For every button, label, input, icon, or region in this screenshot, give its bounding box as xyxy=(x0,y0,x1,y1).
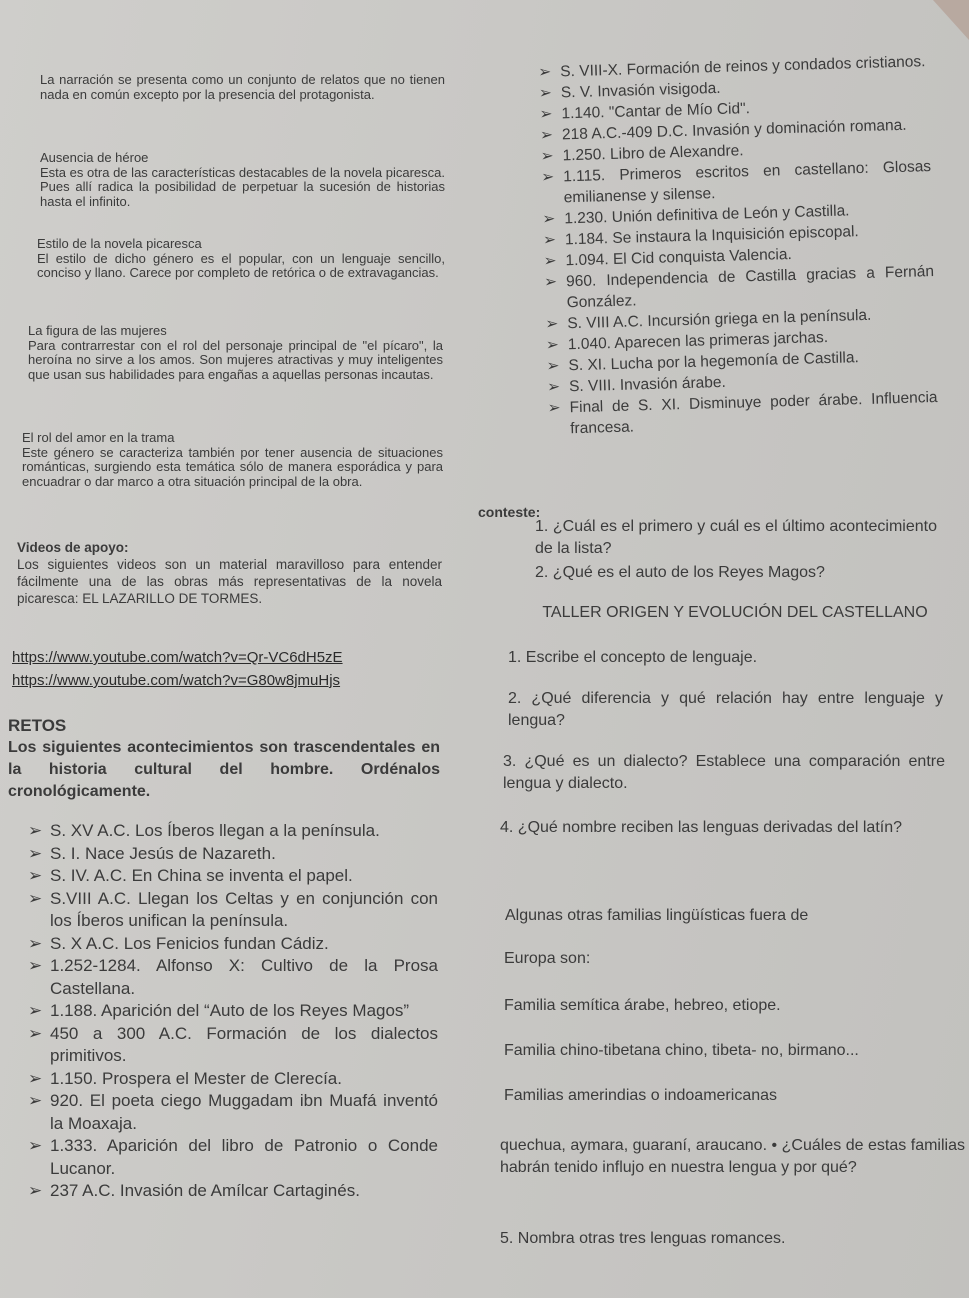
videos-text: Los siguientes videos son un material maravilloso para entender fácilmente una de las obras más representativas de la novela picaresca: EL LAZARILLO DE TORMES. xyxy=(17,557,442,606)
retos-intro: Los siguientes acontecimientos son trascendentales en la historia cultural del hombre. Ordénalos cronológicamente. xyxy=(8,739,440,800)
event-item: ➢ 1.040. Aparecen las primeras jarchas. xyxy=(545,329,829,354)
retos-event-list xyxy=(28,820,438,1203)
event-item: ➢ S. X A.C. Los Fenicios fundan Cádiz. xyxy=(28,933,438,956)
arrow-bullet-icon: ➢ xyxy=(28,1023,43,1043)
event-item: ➢ S. VIII. Invasión árabe. xyxy=(546,373,727,396)
taller-question-1: 1. Escribe el concepto de lenguaje. xyxy=(508,649,758,666)
event-item: ➢ S.VIII A.C. Llegan los Celtas y en conjunción con los Íberos unifican la península. xyxy=(28,888,438,930)
event-item: ➢ 1.150. Prospera el Mester de Clerecía. xyxy=(28,1068,438,1091)
event-item: ➢ S. VIII A.C. Incursión griega en la península. xyxy=(545,306,872,333)
event-item: ➢ 1.094. El Cid conquista Valencia. xyxy=(543,245,793,270)
page-corner-shadow xyxy=(909,0,969,40)
section-title: Estilo de la novela picaresca xyxy=(37,236,202,251)
event-item: ➢ 920. El poeta ciego Muggadam ibn Muafá inventó la Moaxaja. xyxy=(28,1091,438,1133)
section-title: Ausencia de héroe xyxy=(40,150,149,165)
retos-title: RETOS xyxy=(8,716,67,735)
family-item: Familia chino-tibetana chino, tibeta- no, birmano... xyxy=(504,1042,859,1059)
europa-label: Europa son: xyxy=(504,950,591,967)
section-amor xyxy=(22,431,443,489)
section-text: El estilo de dicho género es el popular, con un lenguaje sencillo, conciso y llano. Carece por completo de retórica o de extravagancias. xyxy=(37,250,445,280)
arrow-bullet-icon: ➢ xyxy=(543,252,557,270)
event-item: ➢ S. I. Nace Jesús de Nazareth. xyxy=(28,843,438,866)
arrow-bullet-icon: ➢ xyxy=(28,866,43,885)
event-item: ➢ Final de S. XI. Disminuye poder árabe. Influencia francesa. xyxy=(547,388,938,438)
taller-question-2: 2. ¿Qué diferencia y qué relación hay entre lenguaje y lengua? xyxy=(508,690,943,729)
section-estilo xyxy=(37,237,445,281)
arrow-bullet-icon: ➢ xyxy=(543,273,558,291)
event-item: ➢ 218 A.C.-409 D.C. Invasión y dominación romana. xyxy=(539,116,907,144)
section-title: La figura de las mujeres xyxy=(28,323,167,338)
section-ausencia xyxy=(40,151,445,209)
event-item: ➢ 450 a 300 A.C. Formación de los dialectos primitivos. xyxy=(28,1023,438,1065)
arrow-bullet-icon: ➢ xyxy=(28,956,43,975)
arrow-bullet-icon: ➢ xyxy=(542,231,557,249)
arrow-bullet-icon: ➢ xyxy=(546,357,560,375)
arrow-bullet-icon: ➢ xyxy=(28,888,43,908)
arrow-bullet-icon: ➢ xyxy=(28,1001,43,1020)
video-link-1[interactable]: https://www.youtube.com/watch?v=Qr-VC6dH5zE xyxy=(12,649,343,666)
arrow-bullet-icon: ➢ xyxy=(540,168,555,186)
arrow-bullet-icon: ➢ xyxy=(540,147,554,165)
arrow-bullet-icon: ➢ xyxy=(28,1091,43,1110)
event-item: ➢ 1.230. Unión definitiva de León y Castilla. xyxy=(542,202,850,228)
event-item: ➢ 1.115. Primeros escritos en castellano: Glosas emilianense y silense. xyxy=(540,158,932,207)
taller-question-3: 3. ¿Qué es un dialecto? Establece una comparación entre lengua y dialecto. xyxy=(503,753,945,792)
family-item: Familias amerindias o indoamericanas xyxy=(504,1087,778,1104)
arrow-bullet-icon: ➢ xyxy=(28,933,43,953)
event-item: ➢ S. XI. Lucha por la hegemonía de Castilla. xyxy=(546,349,859,375)
event-item: ➢ 960. Independencia de Castilla gracias a Fernán González. xyxy=(543,263,935,312)
section-text: Para contrarrestar con el rol del personaje principal de "el pícaro", la heroína no sirve a los amos. Son mujeres atractivas y muy inteligentes que usan sus habilidades para engañas a aquellas personas incautas. xyxy=(28,337,443,382)
event-item: ➢ S. V. Invasión visigoda. xyxy=(538,79,721,102)
taller-question-5: 5. Nombra otras tres lenguas romances. xyxy=(500,1230,786,1247)
event-item: ➢ 237 A.C. Invasión de Amílcar Cartaginés. xyxy=(28,1180,438,1203)
section-text: Este género se caracteriza también por tener ausencia de situaciones románticas, surgiendo esta temática sólo de manera esporádica y para encuadrar o dar marco a otra situación principal de la obra. xyxy=(22,444,443,489)
conteste-title: conteste: xyxy=(478,504,541,520)
arrow-bullet-icon: ➢ xyxy=(545,315,559,333)
arrow-bullet-icon: ➢ xyxy=(539,126,554,144)
section-mujeres xyxy=(28,324,443,382)
event-item: ➢ 1.252-1284. Alfonso X: Cultivo de la Prosa Castellana. xyxy=(28,956,438,998)
arrow-bullet-icon: ➢ xyxy=(28,1181,43,1200)
conteste-question-1: 1. ¿Cuál es el primero y cuál es el último acontecimiento de la lista? xyxy=(535,518,937,557)
families-intro: Algunas otras familias lingüísticas fuera de xyxy=(505,907,809,924)
family-item: Familia semítica árabe, hebreo, etiope. xyxy=(504,997,781,1014)
families-question: quechua, aymara, guaraní, araucano. • ¿Cuáles de estas familias habrán tenido influjo en nuestra lengua y por qué? xyxy=(500,1137,965,1176)
arrow-bullet-icon: ➢ xyxy=(546,378,561,396)
videos-section xyxy=(17,539,442,607)
section-text: Esta es otra de las características destacables de la novela picaresca. Pues allí radica la posibilidad de perpetuar la sucesión de historias hasta el infinito. xyxy=(40,164,445,209)
event-item: ➢ 1.333. Aparición del libro de Patronio o Conde Lucanor. xyxy=(28,1136,438,1178)
arrow-bullet-icon: ➢ xyxy=(542,210,556,228)
video-link-2[interactable]: https://www.youtube.com/watch?v=G80w8jmuHjs xyxy=(12,672,341,689)
event-item: ➢ 1.188. Aparición del “Auto de los Reyes Magos” xyxy=(28,1000,438,1023)
section-title: El rol del amor en la trama xyxy=(22,430,175,445)
event-item: ➢ S. XV A.C. Los Íberos llegan a la península. xyxy=(28,820,438,843)
event-item: ➢ S. IV. A.C. En China se inventa el papel. xyxy=(28,865,438,888)
taller-title: TALLER ORIGEN Y EVOLUCIÓN DEL CASTELLANO xyxy=(542,604,928,621)
taller-question-4: 4. ¿Qué nombre reciben las lenguas derivadas del latín? xyxy=(500,819,903,836)
intro-paragraph: La narración se presenta como un conjunto de relatos que no tienen nada en común excepto por la presencia del protagonista. xyxy=(40,72,445,102)
event-item: ➢ S. VIII-X. Formación de reinos y condados cristianos. xyxy=(538,53,926,81)
arrow-bullet-icon: ➢ xyxy=(28,843,43,863)
videos-title: Videos de apoyo: xyxy=(17,540,129,555)
arrow-bullet-icon: ➢ xyxy=(547,399,561,417)
event-item: ➢ 1.250. Libro de Alexandre. xyxy=(540,142,744,165)
arrow-bullet-icon: ➢ xyxy=(538,84,553,102)
timeline-event-list xyxy=(538,51,938,440)
event-item: ➢ 1.140. "Cantar de Mío Cid". xyxy=(539,100,751,123)
arrow-bullet-icon: ➢ xyxy=(28,1136,43,1155)
conteste-question-2: 2. ¿Qué es el auto de los Reyes Magos? xyxy=(535,564,825,581)
arrow-bullet-icon: ➢ xyxy=(538,63,552,81)
event-item: ➢ 1.184. Se instaura la Inquisición episcopal. xyxy=(542,223,859,249)
arrow-bullet-icon: ➢ xyxy=(539,105,553,123)
arrow-bullet-icon: ➢ xyxy=(28,1068,43,1088)
arrow-bullet-icon: ➢ xyxy=(545,336,560,354)
arrow-bullet-icon: ➢ xyxy=(28,821,43,840)
